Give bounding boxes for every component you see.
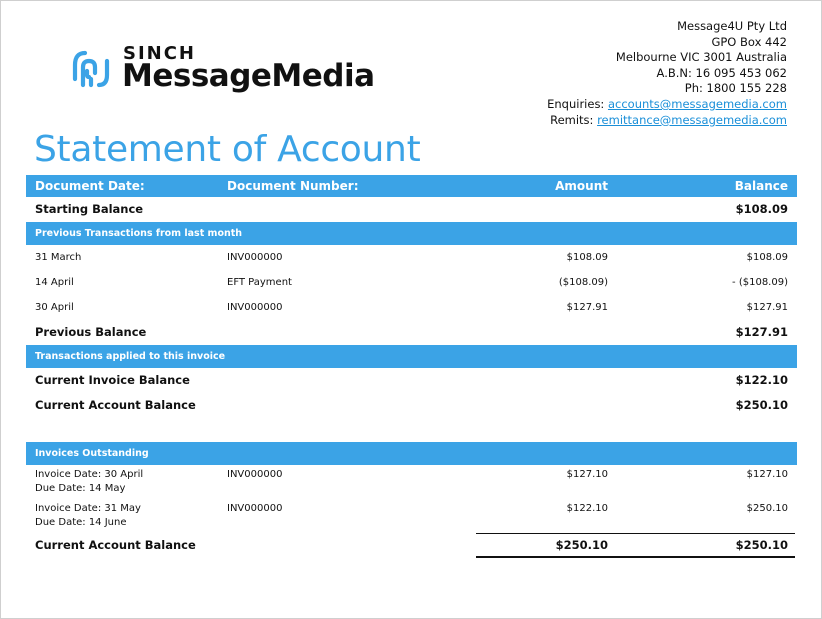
row-amount: $127.91 — [566, 302, 608, 313]
header-document-date: Document Date: — [35, 179, 145, 193]
company-name: Message4U Pty Ltd — [677, 19, 787, 33]
invoice-date: Invoice Date: 30 April — [35, 469, 144, 480]
company-phone: Ph: 1800 155 228 — [684, 81, 787, 96]
header-amount: Amount — [555, 179, 608, 193]
previous-section-label: Previous Transactions from last month — [35, 228, 243, 239]
row-amount: $127.10 — [566, 469, 608, 480]
row-date: 14 April — [35, 277, 74, 288]
remits-email-link[interactable]: remittance@messagemedia.com — [597, 112, 787, 127]
row-document: INV000000 — [227, 252, 283, 263]
starting-balance-value: $108.09 — [735, 202, 788, 216]
applied-transactions-section — [26, 345, 797, 368]
current-invoice-value: $122.10 — [735, 373, 788, 387]
row-balance: $108.09 — [746, 252, 788, 263]
due-date: Due Date: 14 May — [35, 483, 126, 494]
table-header — [26, 175, 797, 197]
current-account-value: $250.10 — [735, 398, 788, 412]
company-address — [547, 19, 787, 128]
brand-messagemedia: MessageMedia — [122, 58, 375, 94]
invoice-dates — [35, 502, 141, 530]
row-document: INV000000 — [227, 302, 283, 313]
row-balance: $127.91 — [746, 302, 788, 313]
final-total-balance: $250.10 — [735, 538, 788, 552]
enquiries-email-link[interactable]: accounts@messagemedia.com — [607, 96, 787, 111]
previous-transactions-section — [26, 222, 797, 245]
row-balance: $250.10 — [746, 503, 788, 514]
starting-balance-row — [26, 197, 797, 222]
invoice-date: Invoice Date: 31 May — [35, 503, 141, 514]
row-amount: ($108.09) — [558, 277, 608, 288]
brand-sinch: SINCH — [123, 43, 196, 64]
row-amount: $122.10 — [566, 503, 608, 514]
header-balance: Balance — [734, 179, 788, 193]
invoice-dates — [35, 468, 143, 496]
messagemedia-logo — [67, 41, 377, 103]
enquiries-line — [547, 97, 787, 113]
remits-label: Remits: — [550, 112, 594, 127]
company-city: Melbourne VIC 3001 Australia — [615, 50, 787, 65]
previous-balance-label: Previous Balance — [35, 325, 147, 339]
table-row — [26, 499, 797, 533]
current-invoice-balance-row — [26, 368, 797, 393]
row-balance: $127.10 — [746, 469, 788, 480]
starting-balance-label: Starting Balance — [35, 202, 144, 216]
current-account-label: Current Account Balance — [35, 398, 196, 412]
invoices-outstanding-section — [26, 442, 797, 465]
remits-line — [547, 113, 787, 129]
enquiries-label: Enquiries: — [547, 96, 605, 111]
company-abn: A.B.N: 16 095 453 062 — [656, 65, 787, 80]
statement-table — [26, 175, 797, 558]
current-account-balance-row — [26, 393, 797, 418]
table-row — [26, 270, 797, 295]
row-document: EFT Payment — [227, 277, 292, 288]
row-date: 30 April — [35, 302, 74, 313]
final-total-label: Current Account Balance — [35, 538, 196, 552]
row-document: INV000000 — [227, 469, 283, 480]
table-row — [26, 295, 797, 320]
previous-balance-value: $127.91 — [735, 325, 788, 339]
current-invoice-label: Current Invoice Balance — [35, 373, 190, 387]
row-date: 31 March — [35, 252, 82, 263]
due-date: Due Date: 14 June — [35, 517, 127, 528]
final-total-amount: $250.10 — [555, 538, 608, 552]
outstanding-section-label: Invoices Outstanding — [35, 448, 149, 459]
header-document-number: Document Number: — [227, 179, 359, 193]
spacer — [26, 418, 797, 442]
applied-section-label: Transactions applied to this invoice — [35, 351, 226, 362]
row-amount: $108.09 — [566, 252, 608, 263]
page-title: Statement of Account — [34, 129, 421, 170]
previous-balance-row — [26, 320, 797, 345]
final-total-row — [26, 533, 797, 558]
row-balance: - ($108.09) — [732, 277, 788, 288]
logo-mark-icon — [67, 45, 115, 93]
company-po-box: GPO Box 442 — [711, 34, 787, 49]
total-rule-bottom — [476, 556, 795, 558]
table-row — [26, 465, 797, 499]
table-row — [26, 245, 797, 270]
row-document: INV000000 — [227, 503, 283, 514]
